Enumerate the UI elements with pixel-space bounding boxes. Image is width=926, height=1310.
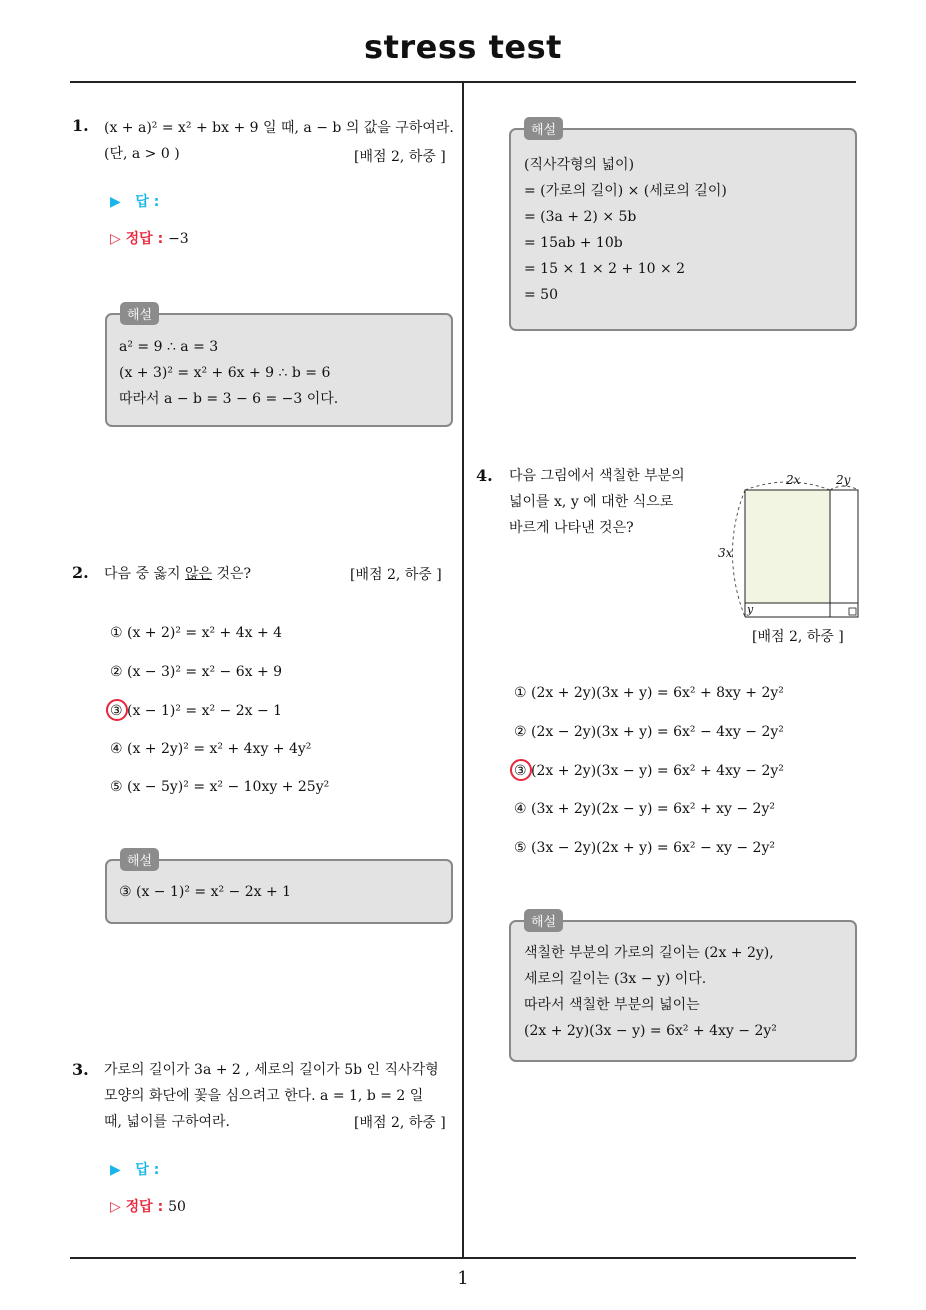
answer-label: 답 : (135, 194, 160, 210)
question-4-score: [배점 2, 하중 ] (752, 629, 844, 645)
shaded-region (745, 490, 830, 603)
correct-label: 정답 : (125, 231, 164, 247)
question-3-solution-box (509, 128, 857, 331)
correct-label: 정답 : (125, 1199, 164, 1215)
question-1-line-2: (단, a > 0 ) (104, 146, 180, 162)
question-1-number: 1. (72, 116, 89, 135)
question-3-solution-text (524, 152, 727, 308)
question-4-line-3: 바르게 나타낸 것은? (509, 520, 634, 536)
question-3-score: [배점 2, 하중 ] (354, 1115, 446, 1131)
answer-arrow-icon: ▶ (110, 194, 121, 210)
solution-line: (직사각형의 넓이) (524, 157, 635, 173)
correct-choice-circle-icon (510, 759, 532, 781)
solution-line: = (가로의 길이) × (세로의 길이) (524, 183, 727, 199)
question-2-text (104, 561, 251, 587)
question-1-solution-text (119, 334, 338, 412)
question-4-text (509, 463, 709, 541)
column-divider (462, 82, 464, 1258)
question-1-line-1: (x + a)² = x² + bx + 9 일 때, a − b 의 값을 구하여라. (104, 120, 454, 136)
solution-line: a² = 9 ∴ a = 3 (119, 339, 219, 355)
question-2-number: 2. (72, 563, 89, 582)
question-4-choice-1[interactable]: ① (2x + 2y)(3x + y) = 6x² + 8xy + 2y² (514, 685, 784, 701)
question-4-choice-4[interactable]: ④ (3x + 2y)(2x − y) = 6x² + xy − 2y² (514, 801, 775, 817)
brace-3x (733, 490, 746, 617)
question-2-choice-1[interactable]: ① (x + 2)² = x² + 4x + 4 (110, 625, 283, 641)
question-2-choice-3[interactable]: ③ (x − 1)² = x² − 2x − 1 (110, 703, 283, 719)
question-2-text-end: 것은? (212, 566, 252, 582)
right-strip (830, 490, 858, 617)
page-title: stress test (364, 28, 562, 66)
correct-arrow-icon: ▷ (110, 231, 121, 247)
question-4-line-1: 다음 그림에서 색칠한 부분의 (509, 468, 685, 484)
question-2-score: [배점 2, 하중 ] (350, 567, 442, 583)
solution-tag: 해설 (524, 117, 563, 140)
question-4-choice-2[interactable]: ② (2x − 2y)(3x + y) = 6x² − 4xy − 2y² (514, 724, 784, 740)
label-3x: 3x (718, 546, 733, 560)
question-1-solution-box (105, 313, 453, 427)
solution-line: = 50 (524, 287, 558, 303)
label-2x: 2x (786, 473, 801, 487)
question-1-correct-value: −3 (168, 231, 189, 247)
question-3-line-2: 모양의 화단에 꽃을 심으려고 한다. a = 1, b = 2 일 (104, 1088, 424, 1104)
solution-line: 세로의 길이는 (3x − y) 이다. (524, 971, 707, 987)
solution-line: 따라서 a − b = 3 − 6 = −3 이다. (119, 391, 339, 407)
solution-tag: 해설 (120, 302, 159, 325)
question-3-line-1: 가로의 길이가 3a + 2 , 세로의 길이가 5b 인 직사각형 (104, 1062, 439, 1078)
question-3-correct-value: 50 (168, 1199, 186, 1215)
label-2y: 2y (836, 473, 851, 487)
correct-choice-circle-icon (106, 699, 128, 721)
solution-line: = 15ab + 10b (524, 235, 623, 251)
question-4-choice-3[interactable]: ③ (2x + 2y)(3x − y) = 6x² + 4xy − 2y² (514, 763, 784, 779)
answer-label: 답 : (135, 1162, 160, 1178)
question-4-line-2: 넓이를 x, y 에 대한 식으로 (509, 494, 674, 510)
question-3-answer-row (110, 1159, 159, 1179)
solution-line: 색칠한 부분의 가로의 길이는 (2x + 2y), (524, 945, 774, 961)
correct-arrow-icon: ▷ (110, 1199, 121, 1215)
solution-tag: 해설 (524, 909, 563, 932)
footer-rule (70, 1257, 856, 1259)
question-3-line-3: 때, 넓이를 구하여라. (104, 1114, 230, 1130)
question-1-answer-row (110, 191, 159, 211)
solution-line: = 15 × 1 × 2 + 10 × 2 (524, 261, 686, 277)
question-1-correct-row (110, 228, 189, 248)
question-2-solution-text: ③ (x − 1)² = x² − 2x + 1 (119, 884, 292, 900)
question-3-number: 3. (72, 1060, 89, 1079)
question-2-choice-4[interactable]: ④ (x + 2y)² = x² + 4xy + 4y² (110, 741, 312, 757)
question-4-choice-5[interactable]: ⑤ (3x − 2y)(2x + y) = 6x² − xy − 2y² (514, 840, 775, 856)
question-4-solution-text (524, 940, 777, 1044)
question-4-solution-box (509, 920, 857, 1062)
question-4-number: 4. (476, 466, 493, 485)
answer-arrow-icon: ▶ (110, 1162, 121, 1178)
question-2-text-start: 다음 중 옳지 (104, 566, 185, 582)
rectangle-figure (712, 470, 862, 620)
label-y: y (747, 603, 754, 616)
right-angle-mark (849, 608, 856, 615)
page-number: 1 (457, 1268, 469, 1289)
solution-line: (2x + 2y)(3x − y) = 6x² + 4xy − 2y² (524, 1023, 777, 1039)
solution-tag: 해설 (120, 848, 159, 871)
solution-line: 따라서 색칠한 부분의 넓이는 (524, 997, 700, 1013)
solution-line: (x + 3)² = x² + 6x + 9 ∴ b = 6 (119, 365, 331, 381)
question-2-choice-5[interactable]: ⑤ (x − 5y)² = x² − 10xy + 25y² (110, 779, 330, 795)
question-2-choice-2[interactable]: ② (x − 3)² = x² − 6x + 9 (110, 664, 283, 680)
question-1-score: [배점 2, 하중 ] (354, 149, 446, 165)
question-2-underlined-word: 않은 (184, 566, 213, 582)
question-3-correct-row (110, 1196, 186, 1216)
solution-line: = (3a + 2) × 5b (524, 209, 637, 225)
